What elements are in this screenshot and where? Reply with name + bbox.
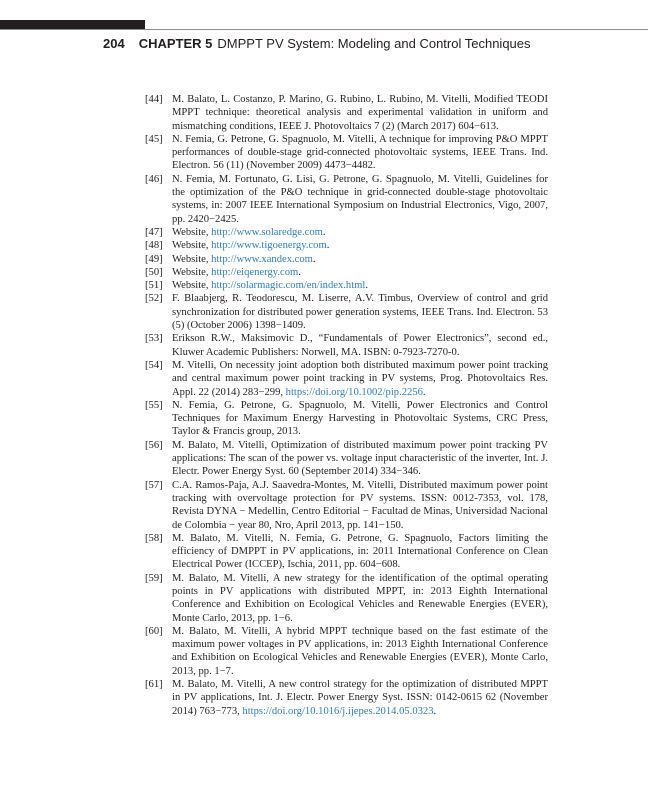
reference-text: M. Balato, M. Vitelli, N. Femia, G. Petrone, G. Spagnuolo, Factors limiting the efficiency of DMPPT in PV applications, in: 2011 International Conference on Clean Electrical Power (ICCEP), Ischia, 2011, pp. 604−608. <box>172 532 548 571</box>
reference-item <box>145 266 548 279</box>
reference-text: M. Balato, M. Vitelli, A hybrid MPPT technique based on the fast estimate of the maximum power voltages in PV applications, in: 2013 Eighth International Conference and Exhibition on Ecological Vehicles and Renewable Energies (EVER), Monte Carlo, 2013, pp. 1−7. <box>172 625 548 677</box>
reference-text: Website, <box>172 226 212 238</box>
reference-item <box>145 279 548 292</box>
reference-text: N. Femia, G. Petrone, G. Spagnuolo, M. Vitelli, Power Electronics and Control Techniques for Maximum Energy Harvesting in Photovoltaic Systems, CRC Press, Taylor & Francis group, 2013. <box>172 399 548 438</box>
reference-link[interactable]: https://doi.org/10.1002/pip.2256 <box>285 386 423 398</box>
reference-item <box>145 133 548 173</box>
reference-text: N. Femia, G. Petrone, G. Spagnuolo, M. Vitelli, A technique for improving P&O MPPT performances of double-stage grid-connected photovoltaic systems, IEEE Trans. Ind. Electron. 56 (11) (November 2009) 4473−4482. <box>172 133 548 172</box>
reference-number: [58] <box>145 532 163 544</box>
reference-text: N. Femia, M. Fortunato, G. Lisi, G. Petrone, G. Spagnuolo, M. Vitelli, Guidelines for the optimization of the P&O technique in grid-connected double-stage photovoltaic systems, in: 2007 IEEE International Symposium on Industrial Electronics, Vigo, 2007, pp. 2420−2425. <box>172 173 548 225</box>
reference-item <box>145 678 548 718</box>
reference-link[interactable]: http://www.tigoenergy.com <box>211 240 327 252</box>
reference-number: [44] <box>145 94 163 105</box>
reference-text: Website, <box>172 280 212 292</box>
reference-item <box>145 625 548 678</box>
reference-number: [52] <box>145 293 163 305</box>
reference-item <box>145 173 548 226</box>
reference-item <box>145 399 548 439</box>
reference-tail: . <box>312 253 316 265</box>
reference-text: Erikson R.W., Maksimovic D., “Fundamentals of Power Electronics”, second ed., Kluwer Academic Publishers: Norwell, MA. ISBN: 0-7923-7270-0. <box>172 333 548 358</box>
reference-number: [51] <box>145 280 163 292</box>
reference-item <box>145 572 548 625</box>
reference-text: Website, <box>172 266 212 278</box>
running-header <box>103 36 531 51</box>
reference-tail: . <box>326 240 330 252</box>
reference-number: [48] <box>145 240 163 252</box>
reference-item <box>145 239 548 252</box>
reference-number: [49] <box>145 253 163 265</box>
reference-tail: . <box>365 280 368 292</box>
reference-item <box>145 292 548 332</box>
page-number: 204 <box>103 36 125 51</box>
reference-item <box>145 479 548 532</box>
header-rule <box>0 29 648 30</box>
reference-text: M. Balato, L. Costanzo, P. Marino, G. Rubino, L. Rubino, M. Vitelli, Modified TEODI MPPT technique: theoretical analysis and experimental validation in uniform and mismatching conditions, IEEE J. Photovoltaics 7 (2) (March 2017) 604−613. <box>172 94 548 132</box>
reference-text: F. Blaabjerg, R. Teodorescu, M. Liserre, A.V. Timbus, Overview of control and grid synchronization for distributed power generation systems, IEEE Trans. Ind. Electron. 53 (5) (October 2006) 1398−1409. <box>172 293 548 332</box>
reference-number: [50] <box>145 266 163 278</box>
reference-item <box>145 253 548 266</box>
reference-link[interactable]: http://www.xandex.com <box>211 253 313 265</box>
reference-text: C.A. Ramos-Paja, A.J. Saavedra-Montes, M. Vitelli, Distributed maximum power point tracking with overvoltage protection for PV systems. ISSN: 0012-7353, vol. 178, Revista DYNA − Medellin, Centro Editorial − Facultad de Minas, Universidad Nacional de Colombia − year 80, Nro, April 2013, pp. 141−150. <box>172 479 548 531</box>
reference-number: [46] <box>145 173 163 185</box>
reference-number: [60] <box>145 625 163 637</box>
reference-text: M. Vitelli, On necessity joint adoption both distributed maximum power point tracking and central maximum power point tracking in PV systems, Prog. Photovoltaics Res. Appl. 22 (2014) 283−299, <box>172 359 548 398</box>
reference-number: [53] <box>145 333 163 345</box>
reference-number: [55] <box>145 399 163 411</box>
reference-link[interactable]: http://eiqenergy.com <box>211 266 299 278</box>
reference-tail: . <box>422 386 426 398</box>
reference-item <box>145 332 548 359</box>
reference-text: M. Balato, M. Vitelli, Optimization of distributed maximum power point tracking PV applications: The scan of the power vs. voltage input characteristic of the inverter, Int. J. Electr. Power Energy Syst. 60 (September 2014) 334−346. <box>172 439 548 478</box>
reference-item <box>145 359 548 399</box>
reference-tail: . <box>433 705 437 717</box>
reference-link[interactable]: https://doi.org/10.1016/j.ijepes.2014.05.0323 <box>242 705 434 717</box>
reference-text: M. Balato, M. Vitelli, A new strategy for the identification of the optimal operating points in PV applications with distributed MPPT, in: 2013 Eighth International Conference and Exhibition on Ecological Vehicles and Renewable Energies (EVER), Monte Carlo, 2013, pp. 1−6. <box>172 572 548 624</box>
reference-item <box>145 226 548 239</box>
reference-number: [56] <box>145 439 163 451</box>
reference-item <box>145 532 548 572</box>
reference-tail: . <box>298 266 301 278</box>
reference-number: [54] <box>145 359 163 371</box>
reference-link[interactable]: http://solarmagic.com/en/index.html <box>211 280 366 292</box>
reference-number: [57] <box>145 479 163 491</box>
reference-list <box>145 93 548 718</box>
reference-text: Website, <box>172 253 212 265</box>
reference-link[interactable]: http://www.solaredge.com <box>211 226 323 238</box>
chapter-title: DMPPT PV System: Modeling and Control Techniques <box>217 36 531 51</box>
reference-tail: . <box>322 226 326 238</box>
reference-number: [47] <box>145 226 163 238</box>
reference-number: [61] <box>145 679 163 691</box>
reference-number: [45] <box>145 133 163 145</box>
reference-text: M. Balato, M. Vitelli, A new control strategy for the optimization of distributed MPPT in PV applications, Int. J. Electr. Power Energy Syst. ISSN: 0142-0615 62 (November 2014) 763−773, <box>172 679 548 717</box>
reference-text: Website, <box>172 240 212 252</box>
chapter-label: CHAPTER 5 <box>138 36 213 51</box>
reference-number: [59] <box>145 572 163 584</box>
reference-item <box>145 439 548 479</box>
reference-item <box>145 93 548 133</box>
